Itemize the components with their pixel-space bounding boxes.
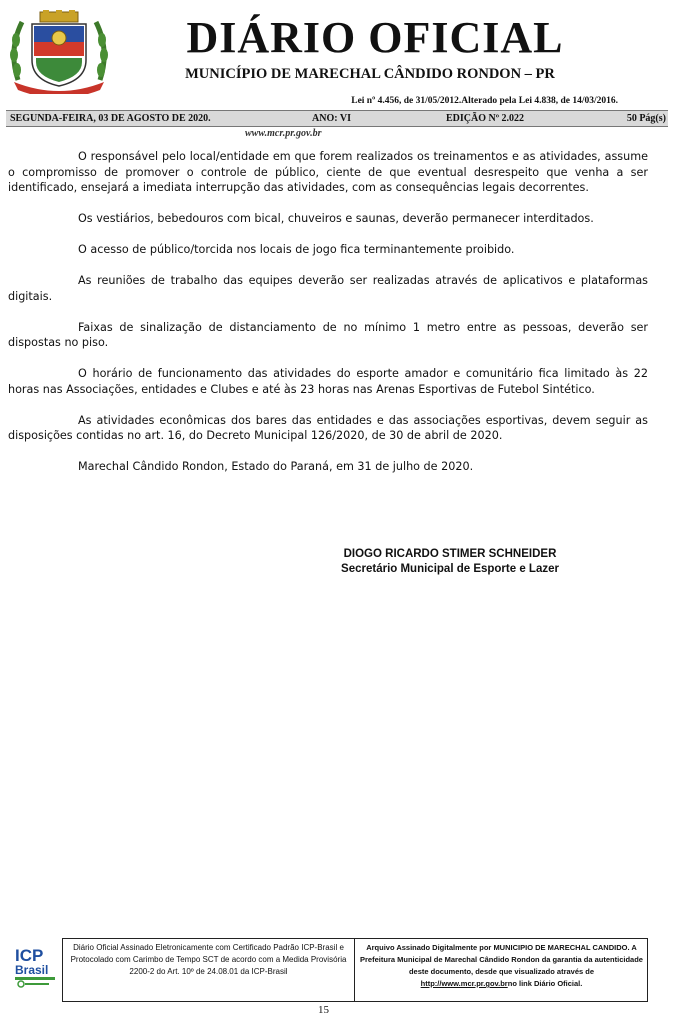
year-label: ANO: VI [312,113,351,124]
municipality-subtitle: MUNICÍPIO DE MARECHAL CÂNDIDO RONDON – PR [185,66,555,82]
page-number: 15 [318,1004,329,1016]
edition-number: EDIÇÃO Nº 2.022 [446,113,525,124]
website-link[interactable]: www.mcr.pr.gov.br [245,128,322,139]
newspaper-title: DIÁRIO OFICIAL [186,13,564,62]
signatory-name: DIOGO RICARDO STIMER SCHNEIDER [343,548,557,560]
article-body [8,149,648,490]
official-site-link[interactable]: http://www.mcr.pr.gov.br [420,979,508,988]
signature-block [280,547,620,577]
paragraph: As reuniões de trabalho das equipes deverão ser realizadas através de aplicativos e plataformas digitais. [8,274,648,303]
paragraph: O responsável pelo local/entidade em que forem realizados os treinamentos e as atividades, assume o compromisso de promover o controle de público, ciente de que eventual desrespeito que venha a ser identificado, ensejará a imediata interrupção das atividades, com as consequências legais decorrentes. [8,150,648,194]
brasil-logo-text: Brasil [15,963,49,977]
publication-date: SEGUNDA-FEIRA, 03 DE AGOSTO DE 2020. [10,113,211,124]
icp-logo-text: ICP [15,946,44,965]
paragraph: O acesso de público/torcida nos locais de jogo fica terminantemente proibido. [78,243,515,256]
municipal-crest-icon [8,10,110,94]
certification-note: Diário Oficial Assinado Eletronicamente com Certificado Padrão ICP-Brasil e Protocolado com Carimbo de Tempo SCT de acordo com a Medida Provisória 2200-2 do Art. 10º de 24.08.01 da ICP-Brasil [63,939,355,1001]
paragraph: Os vestiários, bebedouros com bical, chuveiros e saunas, deverão permanecer interditados. [78,212,594,225]
page-count: 50 Pág(s) [626,113,666,124]
digital-signature-text: Arquivo Assinado Digitalmente por MUNICIPIO DE MARECHAL CANDIDO. A Prefeitura Municipal de Marechal Cândido Rondon da garantia da autenticidade deste documento, desde que visualizado através de [360,943,643,976]
paragraph: As atividades econômicas dos bares das entidades e das associações esportivas, devem seguir as disposições contidas no art. 16, do Decreto Municipal 126/2020, de 30 de abril de 2020. [8,413,648,442]
edition-info-bar [6,110,668,127]
paragraph: Faixas de sinalização de distanciamento de no mínimo 1 metro entre as pessoas, deverão ser dispostas no piso. [8,320,648,349]
paragraph: Marechal Cândido Rondon, Estado do Paraná, em 31 de julho de 2020. [78,460,474,473]
paragraph: O horário de funcionamento das atividades do esporte amador e comunitário fica limitado às 22 horas nas Associações, entidades e Clubes e até às 23 horas nas Arenas Esportivas de Futebol Sintético. [8,367,648,396]
signatory-role: Secretário Municipal de Esporte e Lazer [341,563,559,575]
footer-certification-box [62,938,648,1002]
digital-signature-note [356,939,647,1001]
icp-brasil-logo-icon [12,944,58,988]
law-note: Lei nº 4.456, de 31/05/2012.Alterado pela Lei 4.838, de 14/03/2016. [351,96,618,106]
link-suffix: no link Diário Oficial. [507,979,583,988]
